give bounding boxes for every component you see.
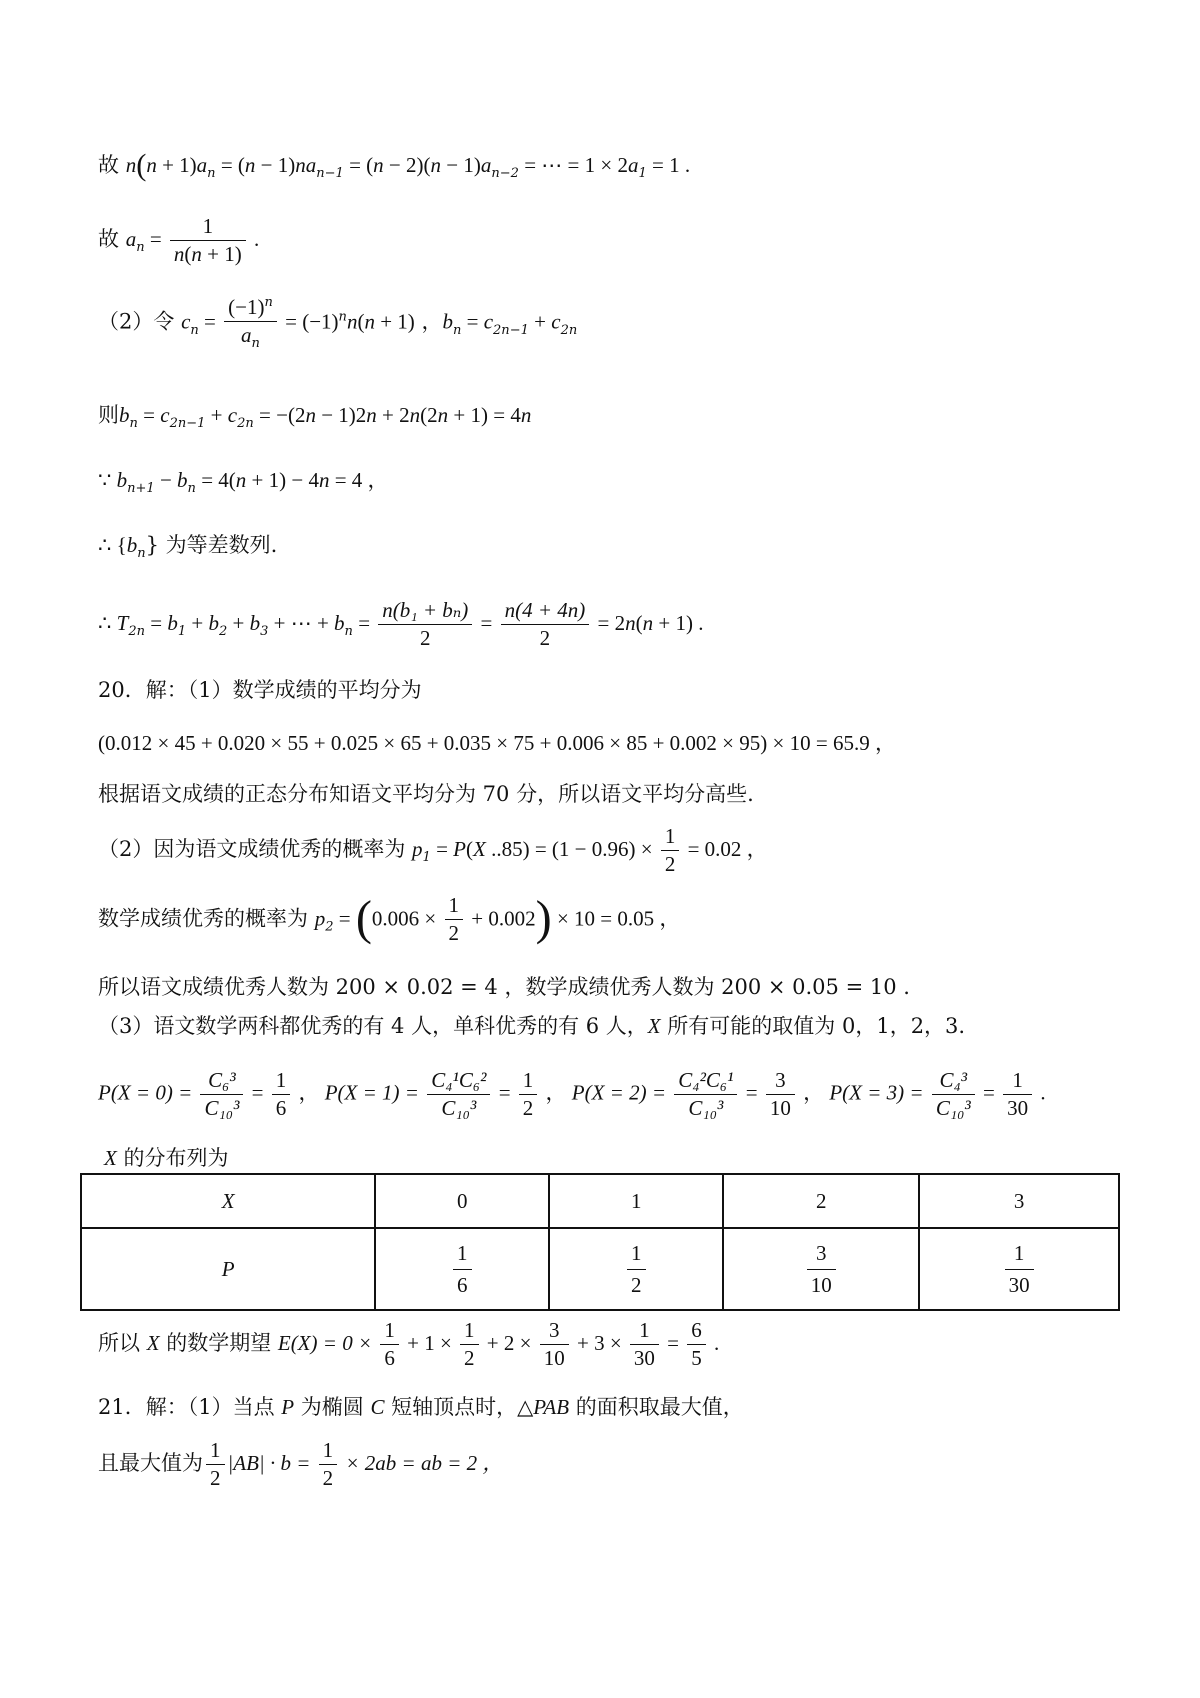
subscript: n+1 bbox=[127, 481, 155, 497]
subscript: n bbox=[187, 481, 196, 497]
equation-line-3 bbox=[98, 296, 577, 350]
numerator: 3 bbox=[807, 1241, 836, 1270]
expr: + 1) = 4 bbox=[448, 403, 521, 427]
denominator: 10 bbox=[810, 1272, 832, 1297]
numerator: 3 bbox=[540, 1320, 569, 1345]
expr: = bbox=[144, 227, 167, 251]
var: n bbox=[125, 152, 137, 177]
paren-open: ( bbox=[355, 892, 372, 945]
var: X bbox=[104, 1146, 117, 1170]
table-row bbox=[81, 1228, 1119, 1310]
denominator: C₁₀³ bbox=[688, 1096, 724, 1120]
fraction bbox=[1005, 1241, 1034, 1298]
fraction bbox=[170, 216, 246, 265]
equation-line-19 bbox=[98, 1440, 503, 1489]
expr: + 2 bbox=[376, 403, 410, 427]
var: p bbox=[412, 837, 423, 861]
numerator: C₄²C₆¹ bbox=[674, 1070, 737, 1095]
text-line-14 bbox=[98, 1016, 965, 1037]
text: ， bbox=[293, 1080, 320, 1105]
expr: (2 bbox=[420, 403, 438, 427]
expr: E(X) = 0 × bbox=[277, 1331, 378, 1355]
fraction bbox=[378, 600, 472, 649]
expr: + ⋯ + bbox=[268, 611, 335, 635]
denominator: 30 bbox=[1007, 1096, 1029, 1120]
expr: × 2ab = ab = 2 ， bbox=[340, 1451, 504, 1475]
var: PAB bbox=[533, 1395, 570, 1419]
var: na bbox=[295, 152, 317, 177]
subscript: n bbox=[452, 322, 462, 338]
expectation-line bbox=[98, 1320, 719, 1369]
fraction bbox=[627, 1241, 646, 1298]
superscript: n bbox=[264, 295, 273, 310]
text: } 为等差数列. bbox=[145, 533, 278, 557]
expr: + bbox=[205, 403, 228, 427]
paren: ( bbox=[635, 611, 643, 635]
expr: + bbox=[186, 611, 209, 635]
expr: = −(2 bbox=[253, 403, 306, 427]
var: c bbox=[551, 309, 561, 334]
therefore-symbol: ∴ { bbox=[98, 533, 127, 557]
denominator: 2 bbox=[664, 852, 676, 876]
subscript: 1 bbox=[422, 850, 431, 866]
expr: = bbox=[246, 1080, 269, 1105]
var: a bbox=[196, 152, 208, 177]
row-label: P bbox=[221, 1256, 235, 1281]
subscript: n bbox=[129, 416, 138, 432]
expr: + bbox=[528, 309, 552, 334]
expr: − 2)( bbox=[383, 152, 431, 177]
var: n bbox=[191, 242, 202, 266]
expr: P(X = 2) = bbox=[571, 1080, 672, 1105]
fraction bbox=[453, 1241, 472, 1298]
expr: + 3 × bbox=[571, 1331, 627, 1355]
expr: = bbox=[661, 1331, 685, 1355]
text: 20．解：（1）数学成绩的平均分为 bbox=[98, 678, 422, 702]
numerator: 1 bbox=[272, 1070, 291, 1095]
numerator: 3 bbox=[766, 1070, 795, 1095]
table-cell bbox=[549, 1228, 723, 1310]
expr: + 1 × bbox=[401, 1331, 458, 1355]
var: a bbox=[627, 152, 639, 177]
numerator: 1 bbox=[445, 895, 464, 920]
var: n bbox=[437, 403, 449, 427]
denominator: 10 bbox=[543, 1346, 565, 1370]
subscript: 1 bbox=[177, 624, 187, 640]
expr: + 0.002 bbox=[466, 906, 536, 931]
expr: |AB| · b = bbox=[227, 1451, 316, 1475]
table-cell bbox=[723, 1228, 919, 1310]
var: T bbox=[116, 611, 129, 635]
numerator: 6 bbox=[687, 1320, 706, 1345]
var: X bbox=[146, 1331, 160, 1355]
header-label: 1 bbox=[631, 1188, 642, 1213]
fraction bbox=[224, 296, 277, 350]
subscript: 2n bbox=[128, 624, 145, 640]
problem-20-heading bbox=[98, 680, 422, 701]
table-cell bbox=[375, 1228, 549, 1310]
distribution-caption bbox=[104, 1148, 229, 1169]
equation-line-9 bbox=[98, 733, 896, 754]
table-cell bbox=[919, 1228, 1119, 1310]
var: b bbox=[177, 468, 188, 492]
expr: = bbox=[475, 611, 498, 635]
denominator: 2 bbox=[322, 1466, 334, 1490]
fraction bbox=[630, 1320, 659, 1369]
text: ， bbox=[540, 1080, 567, 1105]
text: 的数学期望 bbox=[159, 1331, 278, 1355]
numerator: 1 bbox=[630, 1320, 659, 1345]
var: n bbox=[373, 152, 384, 177]
numerator: 1 bbox=[1003, 1070, 1032, 1095]
table-cell bbox=[723, 1174, 919, 1228]
table-cell bbox=[81, 1174, 375, 1228]
expr: = ⋯ = 1 × 2 bbox=[518, 152, 628, 177]
expr: × 10 = 0.05 ， bbox=[551, 906, 681, 931]
subscript: 2 bbox=[218, 624, 228, 640]
equation-line-5 bbox=[98, 470, 389, 495]
expr: = 4( bbox=[195, 468, 236, 492]
expr: = bbox=[352, 611, 376, 635]
text: 21．解：（1）当点 bbox=[98, 1395, 282, 1419]
text: （2）令 bbox=[98, 309, 175, 334]
denominator: 2 bbox=[522, 1096, 534, 1120]
numerator: 1 bbox=[460, 1320, 479, 1345]
fraction bbox=[766, 1070, 795, 1119]
expr: = (−1) bbox=[279, 309, 339, 334]
probability-line bbox=[98, 1070, 1046, 1119]
expr: P(X = 1) = bbox=[324, 1080, 425, 1105]
var: n bbox=[346, 309, 358, 334]
numerator: C₄¹C₆² bbox=[427, 1070, 490, 1095]
subscript: n bbox=[137, 546, 146, 562]
expr: − 1)2 bbox=[315, 403, 367, 427]
subscript: n bbox=[136, 240, 145, 256]
expr: = bbox=[137, 403, 161, 427]
text: 则 bbox=[98, 403, 119, 427]
table-row bbox=[81, 1174, 1119, 1228]
expr: − bbox=[154, 468, 178, 492]
expr: = 2 bbox=[592, 611, 626, 635]
var: b bbox=[126, 533, 138, 557]
fraction bbox=[661, 826, 680, 875]
subscript: 3 bbox=[260, 624, 269, 640]
header-label: 2 bbox=[815, 1188, 827, 1213]
var: c bbox=[483, 309, 494, 334]
denominator: 2 bbox=[631, 1272, 642, 1297]
fraction bbox=[674, 1070, 737, 1119]
numerator: n(b₁ + bₙ) bbox=[378, 600, 472, 625]
expr: . bbox=[708, 1331, 720, 1355]
var: c bbox=[160, 403, 170, 427]
subscript: 2n−1 bbox=[169, 416, 206, 432]
numerator: 1 bbox=[380, 1320, 399, 1345]
var: a bbox=[480, 152, 492, 177]
var: n bbox=[173, 242, 185, 266]
denominator: 30 bbox=[633, 1346, 655, 1370]
expr: = 0.02 ， bbox=[682, 837, 768, 861]
var: X bbox=[647, 1014, 661, 1038]
expr: = bbox=[461, 309, 484, 334]
numerator: C₆³ bbox=[200, 1070, 243, 1095]
numerator: 1 bbox=[627, 1241, 646, 1270]
equation-line-1 bbox=[98, 150, 690, 180]
header-label: 3 bbox=[1013, 1188, 1025, 1213]
subscript: 2n bbox=[237, 416, 254, 432]
equation-line-2 bbox=[98, 216, 259, 265]
text: 数学成绩优秀的概率为 bbox=[98, 906, 315, 931]
text: 且最大值为 bbox=[98, 1451, 203, 1475]
var: n bbox=[364, 309, 375, 334]
text: （2）因为语文成绩优秀的概率为 bbox=[98, 837, 413, 861]
expr: − 1) bbox=[441, 152, 481, 177]
because-symbol: ∵ bbox=[98, 468, 117, 492]
fraction bbox=[272, 1070, 291, 1119]
expr: + 1) bbox=[201, 242, 242, 266]
equation-line-7 bbox=[98, 600, 703, 649]
fraction bbox=[445, 895, 464, 944]
expr: P(X = 0) = bbox=[98, 1080, 198, 1105]
expr: = bbox=[198, 309, 222, 334]
numerator: 1 bbox=[170, 216, 246, 241]
fraction bbox=[501, 600, 590, 649]
fraction bbox=[200, 1070, 243, 1119]
var: b bbox=[116, 468, 128, 492]
var: P bbox=[281, 1395, 295, 1419]
var: b bbox=[208, 611, 219, 635]
text: 所以语文成绩优秀人数为 200 × 0.02 = 4 ，数学成绩优秀人数为 200 × 0.05 = 10 . bbox=[98, 975, 910, 999]
expr: = 4 ， bbox=[329, 468, 389, 492]
denominator: 6 bbox=[457, 1272, 468, 1297]
subscript: n bbox=[190, 322, 199, 338]
numerator: 1 bbox=[453, 1241, 472, 1270]
expr: + 2 × bbox=[481, 1331, 537, 1355]
text-line-13 bbox=[98, 977, 910, 998]
table-cell bbox=[919, 1174, 1119, 1228]
var: b bbox=[249, 611, 261, 635]
expr: (−1) bbox=[228, 295, 265, 319]
var: n bbox=[642, 611, 654, 635]
fraction bbox=[319, 1440, 338, 1489]
var: c bbox=[181, 309, 191, 334]
expr: ..85) = (1 − 0.96) × bbox=[485, 837, 658, 861]
expr: + 1) bbox=[374, 309, 415, 334]
denominator: 2 bbox=[448, 921, 459, 946]
numerator: 1 bbox=[206, 1440, 225, 1465]
text: ， bbox=[797, 1080, 825, 1105]
subscript: 1 bbox=[638, 166, 647, 182]
var: b bbox=[442, 309, 453, 334]
var: n bbox=[305, 403, 316, 427]
problem-21-heading bbox=[98, 1397, 744, 1418]
expr: + 1) bbox=[156, 152, 197, 177]
var: n bbox=[366, 403, 377, 427]
paren: ( bbox=[184, 242, 192, 266]
numerator: 1 bbox=[319, 1440, 338, 1465]
text: 的面积取最大值， bbox=[569, 1395, 744, 1419]
var: b bbox=[119, 403, 130, 427]
expr: = bbox=[740, 1080, 763, 1105]
denominator: 2 bbox=[210, 1466, 221, 1490]
subscript: n−2 bbox=[491, 166, 519, 182]
text: 的分布列为 bbox=[116, 1146, 229, 1170]
denominator: 30 bbox=[1008, 1272, 1030, 1297]
var: a bbox=[125, 227, 137, 251]
expr: = bbox=[144, 611, 168, 635]
var: b bbox=[334, 611, 345, 635]
denominator: C₁₀³ bbox=[935, 1096, 971, 1120]
subscript: n bbox=[344, 624, 353, 640]
header-label: 0 bbox=[457, 1188, 468, 1213]
denominator: C₁₀³ bbox=[204, 1096, 240, 1120]
expr: . bbox=[248, 227, 260, 251]
text: （3）语文数学两科都优秀的有 4 人，单科优秀的有 6 人， bbox=[98, 1014, 648, 1038]
subscript: n bbox=[207, 166, 216, 182]
expr: + 1) − 4 bbox=[246, 468, 319, 492]
denominator: 10 bbox=[769, 1096, 791, 1120]
table-cell bbox=[81, 1228, 375, 1310]
equation-line-6 bbox=[98, 535, 277, 560]
paren: ( bbox=[357, 309, 365, 334]
text: 短轴顶点时，△ bbox=[384, 1395, 534, 1419]
text: 故 bbox=[98, 152, 119, 177]
superscript: n bbox=[338, 309, 347, 325]
text: 根据语文成绩的正态分布知语文平均分为 70 分，所以语文平均分高些. bbox=[98, 782, 754, 806]
expr: (0.012 × 45 + 0.020 × 55 + 0.025 × 65 + 0.035 × 75 + 0.006 × 85 + 0.002 × 95) × 10 = 65.9 ， bbox=[98, 731, 896, 755]
denominator: 2 bbox=[420, 626, 431, 650]
expr: P(X = 3) = bbox=[829, 1080, 929, 1105]
expr: = ( bbox=[343, 152, 374, 177]
denominator: 5 bbox=[691, 1346, 702, 1370]
var: n bbox=[409, 403, 421, 427]
paren-close: ) bbox=[535, 892, 552, 945]
expr: = bbox=[977, 1080, 1001, 1105]
fraction bbox=[540, 1320, 569, 1369]
fraction bbox=[519, 1070, 538, 1119]
var: n bbox=[430, 152, 442, 177]
var: c bbox=[227, 403, 238, 427]
var: P bbox=[453, 837, 466, 861]
text-line-10 bbox=[98, 784, 754, 805]
paren: ( bbox=[136, 148, 147, 182]
expr: = bbox=[333, 906, 356, 931]
fraction bbox=[807, 1241, 836, 1298]
numerator: 1 bbox=[661, 826, 680, 851]
paren: ( bbox=[466, 837, 473, 861]
therefore-symbol: ∴ bbox=[98, 611, 117, 635]
distribution-table bbox=[80, 1173, 1120, 1311]
var: n bbox=[146, 152, 157, 177]
expr: + 1) . bbox=[653, 611, 704, 635]
denominator: 2 bbox=[539, 626, 551, 650]
fraction bbox=[380, 1320, 399, 1369]
var: p bbox=[314, 906, 326, 931]
table-cell bbox=[375, 1174, 549, 1228]
text: 故 bbox=[98, 227, 119, 251]
fraction bbox=[687, 1320, 706, 1369]
expr: 0.006 × bbox=[371, 906, 442, 931]
var: b bbox=[167, 611, 178, 635]
numerator: C₄³ bbox=[932, 1070, 975, 1095]
fraction bbox=[427, 1070, 490, 1119]
text: 为椭圆 bbox=[294, 1395, 371, 1419]
var: n bbox=[520, 403, 532, 427]
var: n bbox=[235, 468, 247, 492]
numerator: 1 bbox=[519, 1070, 538, 1095]
equation-line-4 bbox=[98, 405, 531, 430]
fraction bbox=[460, 1320, 479, 1369]
expr: = bbox=[493, 1080, 516, 1105]
var: C bbox=[370, 1395, 385, 1419]
subscript: 2n−1 bbox=[493, 322, 529, 338]
denominator: 6 bbox=[275, 1096, 287, 1120]
header-label: X bbox=[221, 1188, 235, 1213]
table-cell bbox=[549, 1174, 723, 1228]
subscript: n−1 bbox=[316, 166, 344, 182]
expr: = bbox=[430, 837, 454, 861]
var: n bbox=[244, 152, 256, 177]
var: n bbox=[318, 468, 330, 492]
var: n bbox=[625, 611, 636, 635]
subscript: 2n bbox=[560, 322, 578, 338]
subscript: n bbox=[251, 336, 260, 352]
denominator: 2 bbox=[464, 1346, 475, 1370]
var: X bbox=[473, 837, 486, 861]
denominator: 6 bbox=[384, 1346, 395, 1370]
text: 所有可能的取值为 0，1，2，3. bbox=[660, 1014, 966, 1038]
text: . bbox=[1035, 1080, 1046, 1105]
expr: − 1) bbox=[255, 152, 296, 177]
fraction bbox=[932, 1070, 975, 1119]
text: 所以 bbox=[98, 1331, 147, 1355]
subscript: 2 bbox=[325, 919, 334, 935]
expr: = 1 . bbox=[646, 152, 691, 177]
var: a bbox=[241, 323, 252, 347]
expr: + bbox=[227, 611, 250, 635]
expr: = ( bbox=[215, 152, 245, 177]
denominator: C₁₀³ bbox=[441, 1096, 477, 1120]
numerator: 1 bbox=[1005, 1241, 1034, 1270]
text: ， bbox=[414, 309, 443, 334]
numerator: n(4 + 4n) bbox=[501, 600, 590, 625]
equation-line-11 bbox=[98, 826, 768, 875]
fraction bbox=[1003, 1070, 1032, 1119]
equation-line-12 bbox=[98, 892, 681, 946]
fraction bbox=[206, 1440, 225, 1489]
